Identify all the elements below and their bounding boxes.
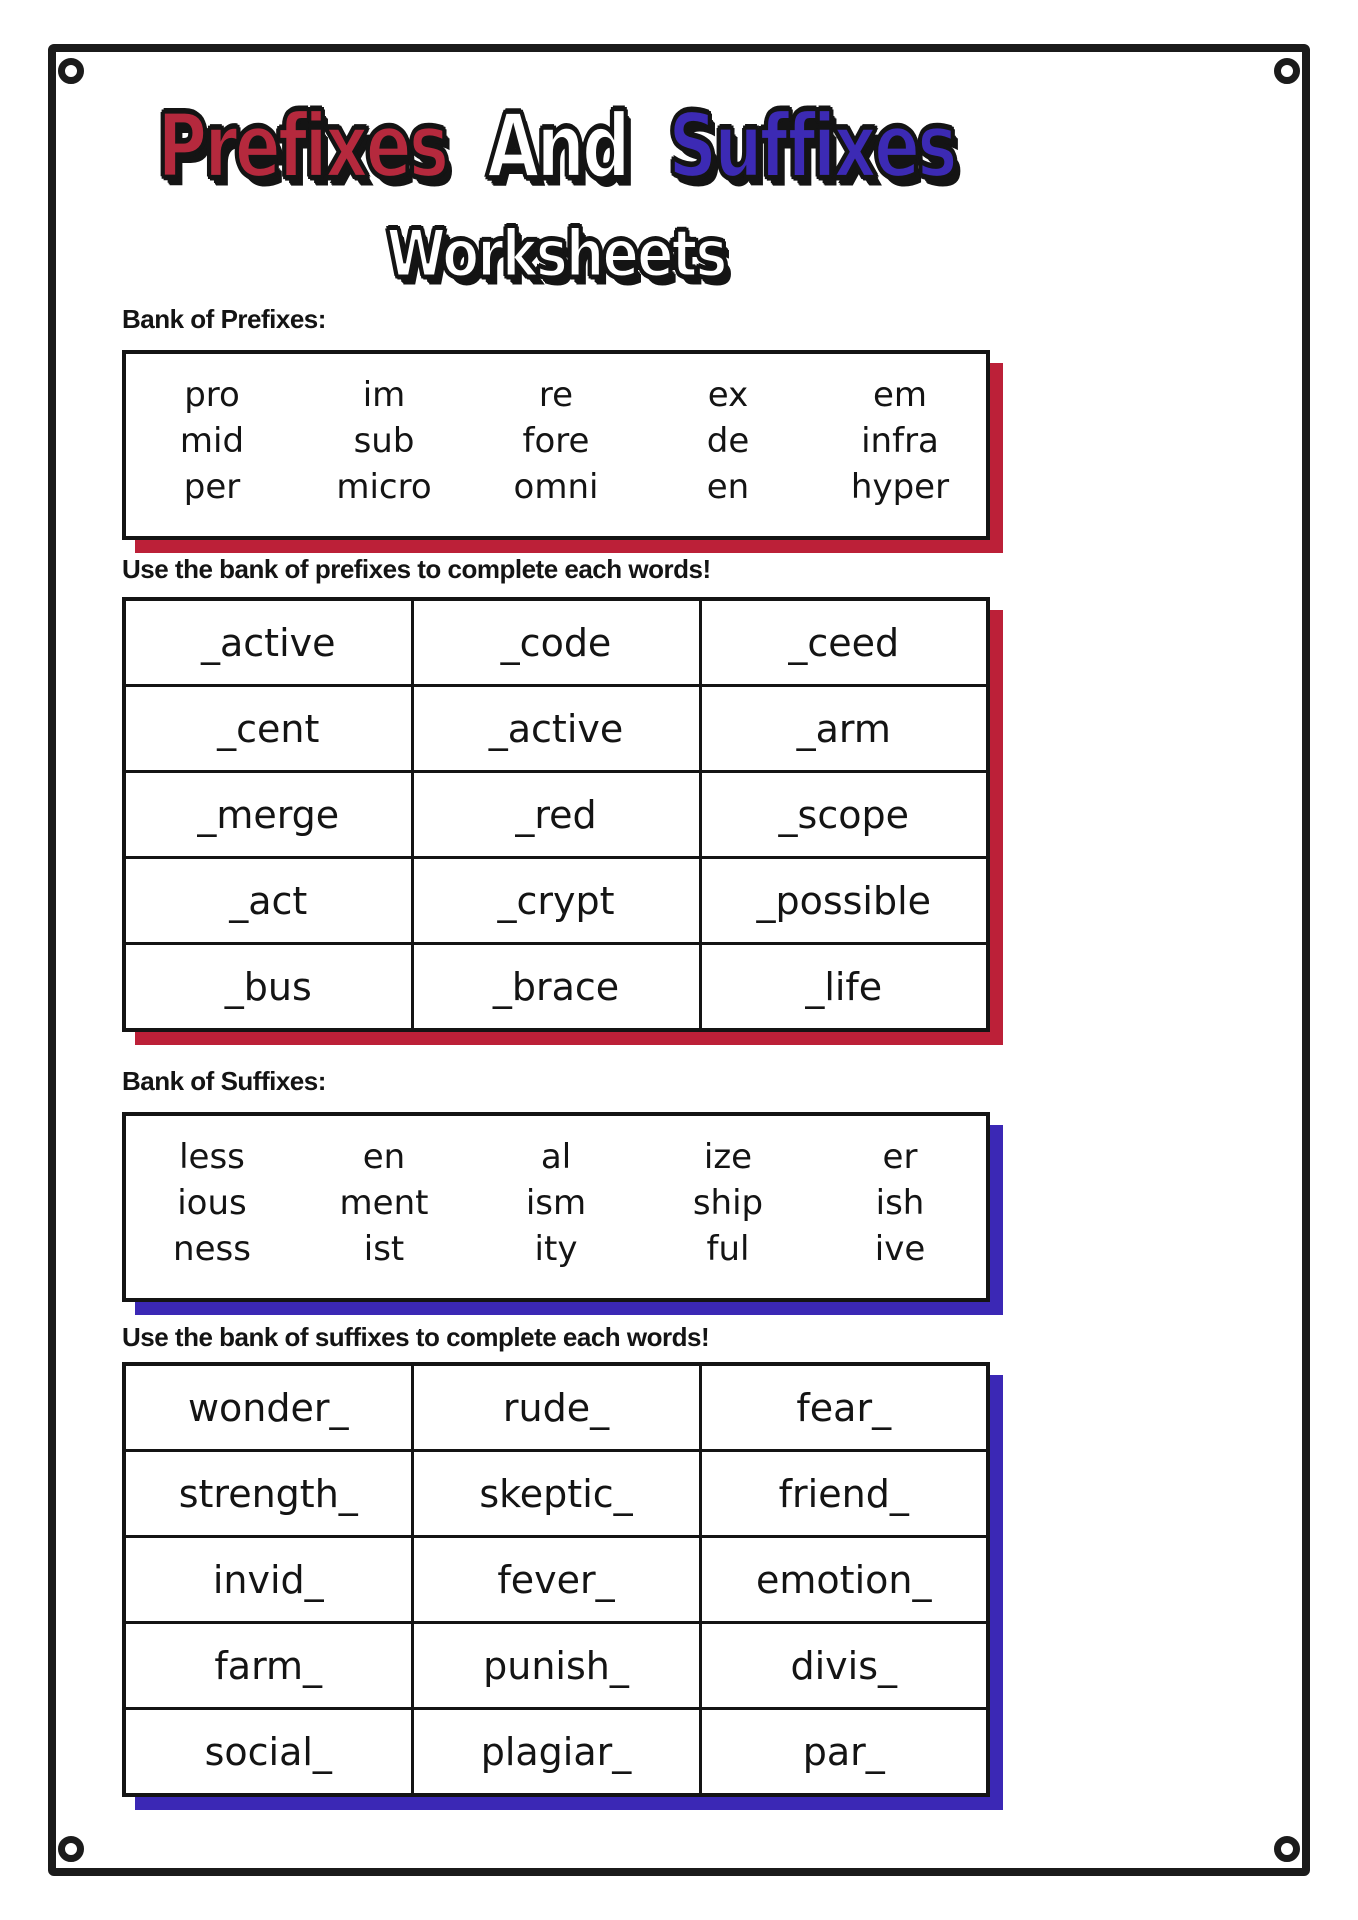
suffix-bank-box — [122, 1112, 990, 1302]
bank-word: im — [362, 375, 406, 415]
bank-word: ment — [339, 1183, 429, 1223]
exercise-cell: fear_ — [700, 1364, 988, 1451]
bank-word: omni — [513, 467, 599, 507]
bank-word: ize — [703, 1137, 753, 1177]
bank-word: al — [540, 1137, 572, 1177]
table-row — [124, 1451, 988, 1537]
exercise-cell: punish_ — [412, 1623, 700, 1709]
bank-word: ship — [692, 1183, 764, 1223]
exercise-cell: wonder_ — [124, 1364, 412, 1451]
exercise-cell: plagiar_ — [412, 1709, 700, 1796]
exercise-cell: emotion_ — [700, 1537, 988, 1623]
bank-word: en — [706, 467, 750, 507]
eyelet-icon-top-left — [58, 58, 84, 84]
prefix-bank-box — [122, 350, 990, 540]
bank-word: less — [179, 1137, 245, 1177]
exercise-cell: _code — [412, 599, 700, 686]
bank-word: fore — [522, 421, 590, 461]
exercise-cell: _red — [412, 772, 700, 858]
bank-word: ex — [707, 375, 749, 415]
bank-word: ious — [177, 1183, 247, 1223]
title-word-suffixes: Suffixes — [668, 96, 955, 199]
exercise-cell: _cent — [124, 686, 412, 772]
prefix-bank-grid — [126, 372, 986, 510]
table-row — [124, 1623, 988, 1709]
table-row — [124, 1364, 988, 1451]
bank-word: ness — [173, 1229, 251, 1269]
bank-word: pro — [184, 375, 240, 415]
bank-word: ive — [874, 1229, 926, 1269]
table-row — [124, 772, 988, 858]
exercise-cell: _brace — [412, 944, 700, 1031]
bank-word: per — [183, 467, 241, 507]
exercise-cell: _crypt — [412, 858, 700, 944]
suffix-instruction: Use the bank of suffixes to complete each words! — [122, 1322, 710, 1352]
exercise-cell: social_ — [124, 1709, 412, 1796]
eyelet-icon-bottom-right — [1274, 1836, 1300, 1862]
exercise-cell: strength_ — [124, 1451, 412, 1537]
title-word-and: And — [486, 96, 628, 199]
table-row — [124, 944, 988, 1031]
exercise-cell: _bus — [124, 944, 412, 1031]
worksheet-content — [122, 0, 990, 1920]
bank-word: micro — [336, 467, 432, 507]
table-row — [124, 858, 988, 944]
page-subtitle: Worksheets — [386, 216, 726, 292]
eyelet-icon-top-right — [1274, 58, 1300, 84]
page-title — [122, 96, 990, 199]
bank-word: ish — [875, 1183, 925, 1223]
exercise-cell: _act — [124, 858, 412, 944]
bank-word: hyper — [850, 467, 950, 507]
exercise-cell: skeptic_ — [412, 1451, 700, 1537]
bank-word: ist — [363, 1229, 405, 1269]
bank-word: infra — [861, 421, 939, 461]
prefix-bank-label: Bank of Prefixes: — [122, 304, 326, 334]
exercise-cell: rude_ — [412, 1364, 700, 1451]
exercise-cell: _ceed — [700, 599, 988, 686]
exercise-cell: _possible — [700, 858, 988, 944]
table-row — [124, 599, 988, 686]
table-row — [124, 686, 988, 772]
table-row — [124, 1709, 988, 1796]
prefix-exercise-table — [122, 597, 990, 1032]
suffix-bank-label: Bank of Suffixes: — [122, 1066, 326, 1096]
exercise-cell: _merge — [124, 772, 412, 858]
bank-word: de — [706, 421, 750, 461]
table-row — [124, 1537, 988, 1623]
bank-word: sub — [353, 421, 415, 461]
bank-word: ism — [525, 1183, 587, 1223]
bank-word: re — [538, 375, 574, 415]
exercise-cell: _scope — [700, 772, 988, 858]
exercise-cell: farm_ — [124, 1623, 412, 1709]
bank-word: er — [882, 1137, 918, 1177]
exercise-cell: _life — [700, 944, 988, 1031]
exercise-cell: divis_ — [700, 1623, 988, 1709]
bank-word: mid — [179, 421, 245, 461]
bank-word: ful — [706, 1229, 750, 1269]
bank-word: ity — [534, 1229, 578, 1269]
exercise-cell: fever_ — [412, 1537, 700, 1623]
exercise-cell: _arm — [700, 686, 988, 772]
exercise-cell: par_ — [700, 1709, 988, 1796]
suffix-exercise-table — [122, 1362, 990, 1797]
eyelet-icon-bottom-left — [58, 1836, 84, 1862]
title-word-prefixes: Prefixes — [157, 96, 447, 199]
prefix-instruction: Use the bank of prefixes to complete each words! — [122, 554, 711, 584]
bank-word: en — [362, 1137, 406, 1177]
exercise-cell: invid_ — [124, 1537, 412, 1623]
exercise-cell: _active — [412, 686, 700, 772]
suffix-bank-grid — [126, 1134, 986, 1272]
bank-word: em — [872, 375, 928, 415]
exercise-cell: _active — [124, 599, 412, 686]
exercise-cell: friend_ — [700, 1451, 988, 1537]
